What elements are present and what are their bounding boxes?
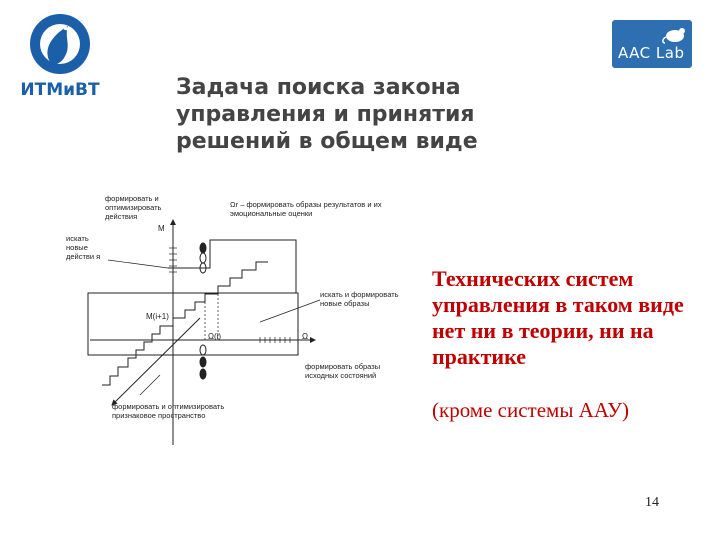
upper-frame: [168, 240, 296, 293]
mouse-icon: [662, 24, 688, 44]
aac-lab-logo: [612, 20, 692, 68]
extra-note: (кроме системы ААУ): [432, 398, 630, 422]
control-law-diagram: [60, 190, 430, 450]
diagonal-axis: [112, 318, 200, 405]
pointer-line: [108, 260, 168, 268]
page-number: 14: [645, 495, 659, 510]
itmivt-logo-text: ИТМиВТ: [20, 80, 100, 100]
label-search-actions: искать новые действи я: [66, 234, 101, 261]
label-omega-r: Ωr – формировать образы результатов и их эмоциональные оценки: [230, 200, 382, 218]
label-M-i1: M(i+1): [146, 312, 169, 321]
feature-space-rectangle: [88, 293, 298, 355]
label-feature-space: формировать и оптимизировать признаковое пространство: [112, 402, 225, 420]
label-optimize-actions: формировать и оптимизировать действия: [105, 194, 162, 221]
page-title: Задача поиска закона управления и принятия решений в общем виде: [176, 75, 478, 154]
pointer-line: [260, 300, 320, 322]
label-omega: Ω: [302, 332, 308, 341]
label-M: M: [158, 224, 165, 233]
itmivt-logo: [20, 8, 100, 103]
pointer-line: [140, 375, 160, 395]
aac-lab-logo-text: AAC Lab: [618, 44, 685, 62]
step-function: [102, 262, 268, 385]
main-note: Технических систем управления в таком виде нет ни в теории, ни на практике: [432, 266, 684, 369]
label-search-images: искать и формировать новые образы: [320, 290, 399, 308]
label-omega-i: Ω(i): [208, 332, 222, 341]
label-source-images: формировать образы исходных состояний: [305, 362, 381, 380]
